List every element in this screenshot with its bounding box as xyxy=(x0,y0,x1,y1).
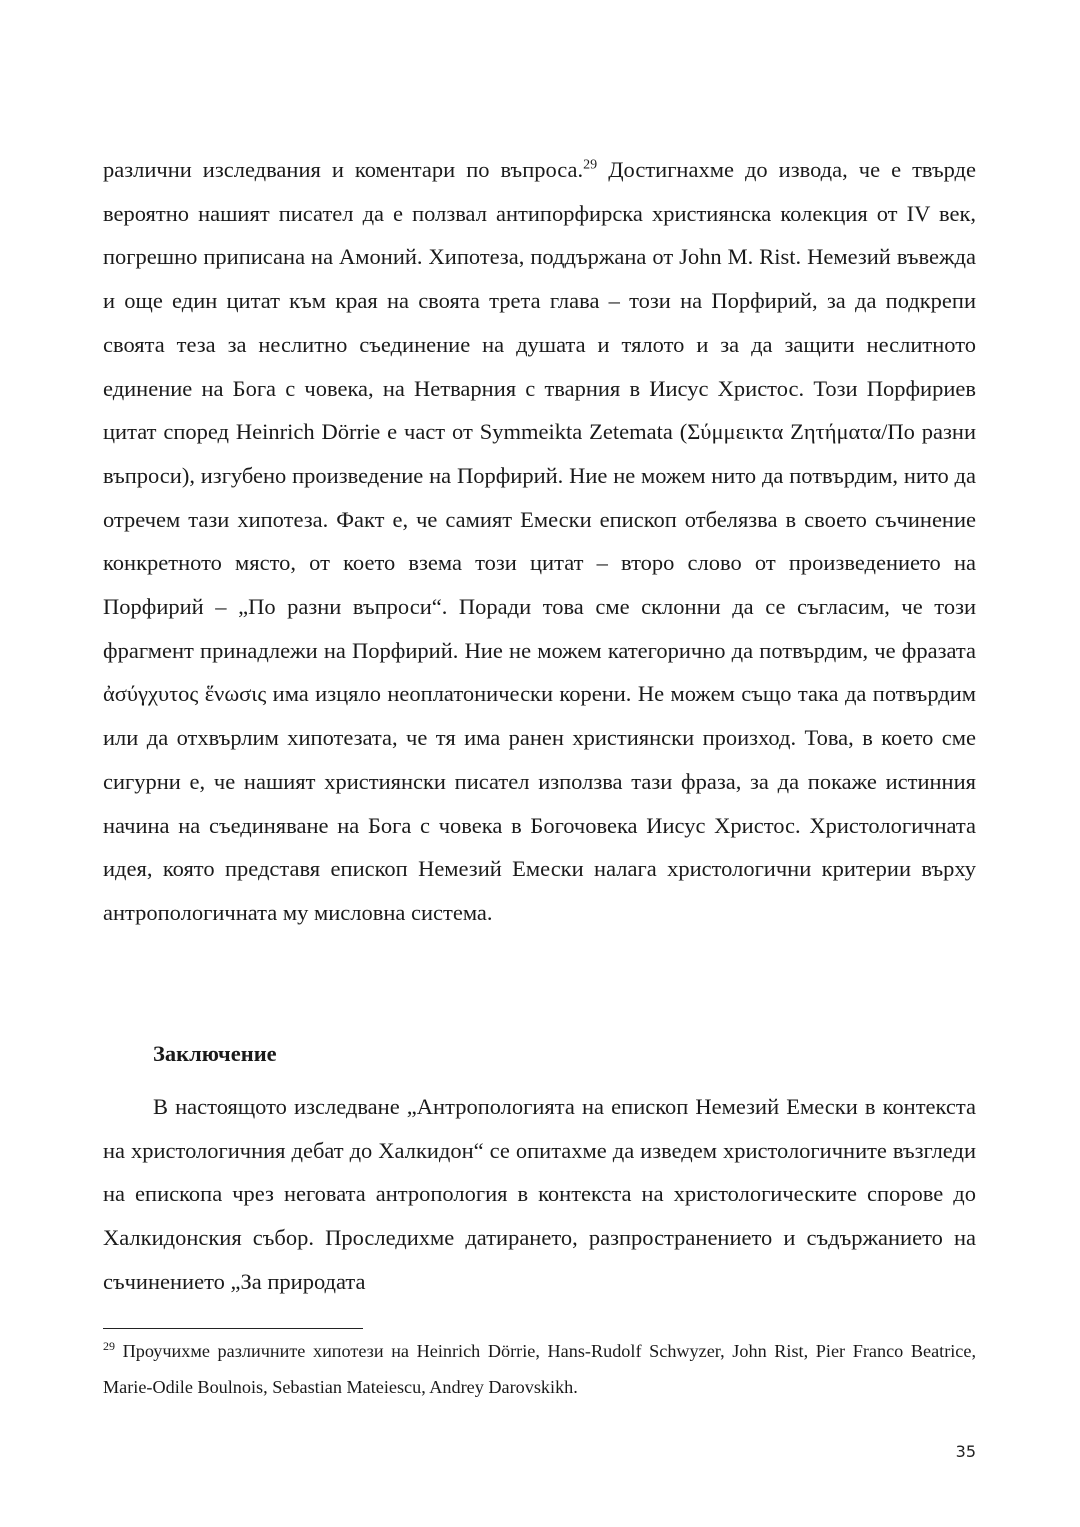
paragraph-text-start: различни изследвания и коментари по въпроса. xyxy=(103,157,584,182)
footnote xyxy=(103,1334,976,1405)
body-paragraph-1 xyxy=(103,148,976,935)
footnote-number: 29 xyxy=(103,1338,115,1353)
footnote-separator xyxy=(103,1328,363,1329)
paragraph-text-continued: Достигнахме до извода, че е твърде вероятно нашият писател да е ползвал антипорфирска християнска колекция от IV век, погрешно приписана на Амоний. Хипотеза, поддържана от John M. Rist. Немезий въвежда и още един цитат към края на своята трета глава – този на Порфирий, за да подкрепи своята теза за неслитно съединение на душата и тялото и за да защити неслитното единение на Бога с човека, на Нетварния с тварния в Иисус Христос. Този Порфириев цитат според Heinrich Dörrie е част от Symmeikta Zetemata (Σύμμεικτα Ζητήματα/По разни въпроси), изгубено произведение на Порфирий. Ние не можем нито да потвърдим, нито да отречем тази хипотеза. Факт е, че самият Емески епископ отбелязва в своето съчинение конкретното място, от което взема този цитат – второ слово от произведението на Порфирий – „По разни въпроси“. Поради това сме склонни да се съгласим, че този фрагмент принадлежи на Порфирий. Ние не можем категорично да потвърдим, че фразата ἀσύγχυτος ἕνωσις има изцяло неоплатонически корени. Не можем също така да потвърдим или да отхвърлим хипотезата, че тя има ранен християнски произход. Това, в което сме сигурни е, че нашият християнски писател използва тази фраза, за да покаже истинния начина на съединяване на Бога с човека в Богочовека Иисус Христос. Христологичната идея, която представя епископ Немезий Емески налага христологични критерии върху антропологичната му мисловна система. xyxy=(103,157,976,925)
paragraph-text: В настоящото изследване „Антропологията на епископ Немезий Емески в контекста на христологичния дебат до Халкидон“ се опитахме да изведем христологичните възгледи на епископа чрез неговата антропология в контекста на христологическите спорове до Халкидонския събор. Проследихме датирането, разпространението и съдържанието на съчинението „За природата xyxy=(103,1094,976,1294)
body-paragraph-2 xyxy=(103,1085,976,1304)
page-number: 35 xyxy=(955,1442,976,1461)
section-heading: Заключение xyxy=(153,1041,277,1066)
footnote-text: Проучихме различните хипотези на Heinrich Dörrie, Hans-Rudolf Schwyzer, John Rist, Pier Franco Beatrice, Marie-Odile Boulnois, Sebastian Mateiescu, Andrey Darovskikh. xyxy=(103,1341,976,1397)
footnote-reference[interactable]: 29 xyxy=(583,157,598,173)
